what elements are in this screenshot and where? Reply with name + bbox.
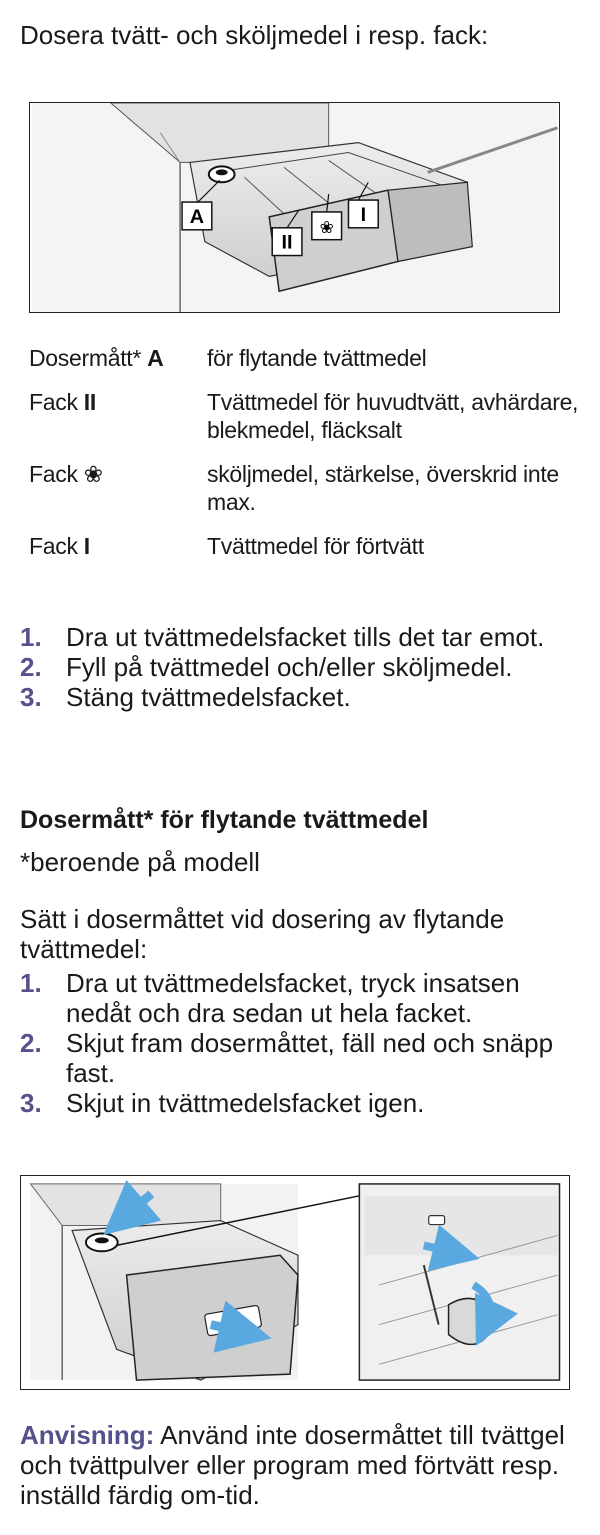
flower-icon: ❀	[83, 461, 103, 487]
legend-row	[29, 344, 589, 372]
step-number: 2.	[20, 652, 42, 682]
legend-term: Fack ❀	[29, 461, 103, 487]
note	[20, 1420, 580, 1510]
list-item	[20, 968, 580, 1028]
step-number: 1.	[20, 968, 42, 998]
section-heading: Dosermått* för flytande tvättmedel	[20, 806, 429, 834]
list-item	[20, 1028, 580, 1088]
legend-row	[29, 388, 589, 444]
label-i: I	[360, 203, 367, 226]
list-item	[20, 682, 580, 712]
list-item	[20, 652, 580, 682]
compartment-legend	[29, 344, 589, 576]
list-item	[20, 622, 580, 652]
dosing-cup-steps	[20, 968, 580, 1118]
filling-steps	[20, 622, 580, 712]
step-number: 3.	[20, 1088, 42, 1118]
legend-term: Fack I	[29, 533, 90, 559]
step-text: Skjut fram dosermåttet, fäll ned och snäpp fast.	[66, 1028, 554, 1088]
label-a: A	[189, 205, 205, 228]
legend-definition: Tvättmedel för huvudtvätt, avhärdare, blekmedel, fläcksalt	[207, 389, 579, 443]
step-text: Stäng tvättmedelsfacket.	[66, 682, 351, 712]
legend-row	[29, 532, 589, 560]
step-text: Dra ut tvättmedelsfacket, tryck insatsen nedåt och dra sedan ut hela facket.	[66, 968, 520, 1028]
detergent-drawer-illustration	[29, 102, 560, 313]
legend-term: Dosermått* A	[29, 345, 164, 371]
footnote: *beroende på modell	[20, 847, 260, 877]
step-text: Skjut in tvättmedelsfacket igen.	[66, 1088, 425, 1118]
dosing-cup-illustration	[20, 1175, 570, 1390]
note-label: Anvisning:	[20, 1420, 155, 1450]
step-number: 3.	[20, 682, 42, 712]
legend-definition: sköljmedel, stärkelse, överskrid inte max.	[207, 461, 559, 515]
list-item	[20, 1088, 580, 1118]
step-text: Dra ut tvättmedelsfacket tills det tar emot.	[66, 622, 545, 652]
legend-term: Fack II	[29, 389, 96, 415]
flower-icon: ❀	[319, 216, 334, 237]
note-text: Använd inte dosermåttet till tvättgel och tvättpulver eller program med förtvätt resp. inställd färdig om-tid.	[20, 1420, 565, 1510]
legend-definition: Tvättmedel för förtvätt	[207, 533, 424, 559]
instruction-paragraph: Sätt i dosermåttet vid dosering av flytande tvättmedel:	[20, 904, 505, 964]
step-number: 1.	[20, 622, 42, 652]
label-ii: II	[281, 231, 293, 254]
legend-row	[29, 460, 589, 516]
step-number: 2.	[20, 1028, 42, 1058]
step-text: Fyll på tvättmedel och/eller sköljmedel.	[66, 652, 513, 682]
intro-text: Dosera tvätt- och sköljmedel i resp. fack:	[20, 20, 489, 50]
legend-definition: för flytande tvättmedel	[207, 345, 427, 371]
